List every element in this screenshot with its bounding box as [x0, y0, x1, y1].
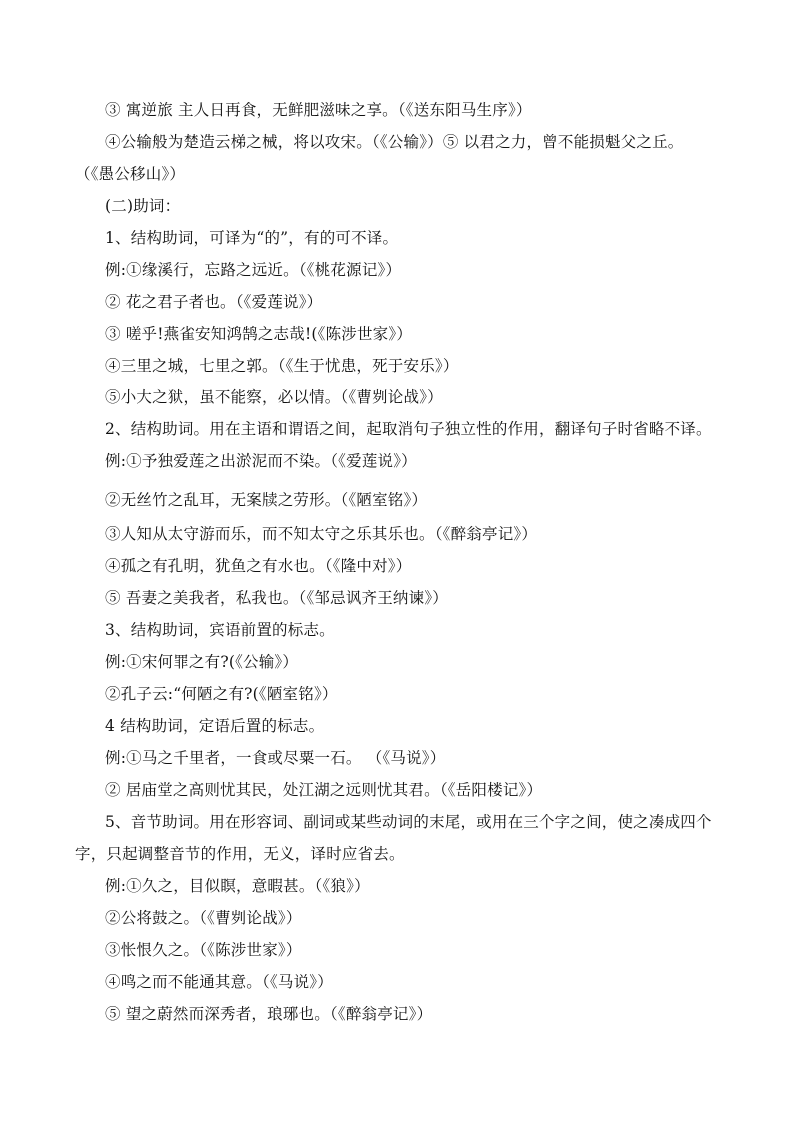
text-line: ④孤之有孔明，犹鱼之有水也。（《隆中对》）	[105, 557, 412, 575]
text-line: 例:①马之千里者，一食或尽粟一石。 （《马说》）	[105, 749, 446, 767]
text-line: 1、结构助词，可译为“的”，有的可不译。	[105, 229, 399, 247]
text-line: 例:①予独爱莲之出淤泥而不染。（《爱莲说》）	[105, 452, 417, 470]
text-line: 2、结构助词。用在主语和谓语之间，起取消句子独立性的作用，翻译句子时省略不译。	[105, 420, 712, 438]
text-line: 字，只起调整音节的作用，无义，译时应省去。	[75, 845, 405, 863]
text-line: ②无丝竹之乱耳，无案牍之劳形。（《陋室铭》）	[105, 491, 428, 509]
text-line: 例:①宋何罪之有?(《公输》）	[105, 653, 299, 671]
text-line: ⑤ 吾妻之美我者，私我也。（《邹忌讽齐王纳谏》）	[105, 589, 448, 607]
text-line: ④三里之城，七里之郭。（《生于忧患，死于安乐》）	[105, 357, 459, 375]
text-line: ② 居庙堂之高则忧其民，处江湖之远则忧其君。（《岳阳楼记》）	[105, 781, 543, 799]
text-line: 3、结构助词，宾语前置的标志。	[105, 621, 335, 639]
text-line: ③人知从太守游而乐，而不知太守之乐其乐也。（《醉翁亭记》）	[105, 525, 538, 543]
text-line: ③怅恨久之。（《陈涉世家》）	[105, 941, 302, 959]
section-heading: (二)助词：	[105, 197, 181, 215]
text-line: 例:①缘溪行，忘路之远近。（《桃花源记》）	[105, 261, 402, 279]
text-line: ②公将鼓之。（《曹刿论战》）	[105, 909, 302, 927]
text-line: ⑤小大之狱，虽不能察，必以情。（《曹刿论战》）	[105, 388, 443, 406]
text-line: ③ 寓逆旅 主人日再食，无鲜肥滋味之享。（《送东阳马生序》）	[105, 101, 532, 119]
text-line: ② 花之君子者也。（《爱莲说》）	[105, 293, 323, 311]
text-line: 4 结构助词，定语后置的标志。	[105, 717, 325, 735]
text-line: 例:①久之，目似瞑，意暇甚。（《狼》）	[105, 877, 370, 895]
text-line: ②孔子云:“何陋之有?(《陋室铭》）	[105, 685, 338, 703]
text-line: ⑤ 望之蔚然而深秀者，琅琊也。（《醉翁亭记》）	[105, 1005, 433, 1023]
text-line: 5、音节助词。用在形容词、副词或某些动词的末尾，或用在三个字之间，使之凑成四个	[105, 813, 712, 831]
text-line: （《愚公移山》）	[75, 165, 186, 183]
text-line: ④鸣之而不能通其意。（《马说》）	[105, 973, 333, 991]
text-line: ④公输般为楚造云梯之械，将以攻宋。（《公输》）⑤ 以君之力，曾不能损魁父之丘。	[105, 133, 684, 151]
text-line: ③ 嗟乎!燕雀安知鸿鹄之志哉!(《陈涉世家》）	[105, 325, 413, 343]
